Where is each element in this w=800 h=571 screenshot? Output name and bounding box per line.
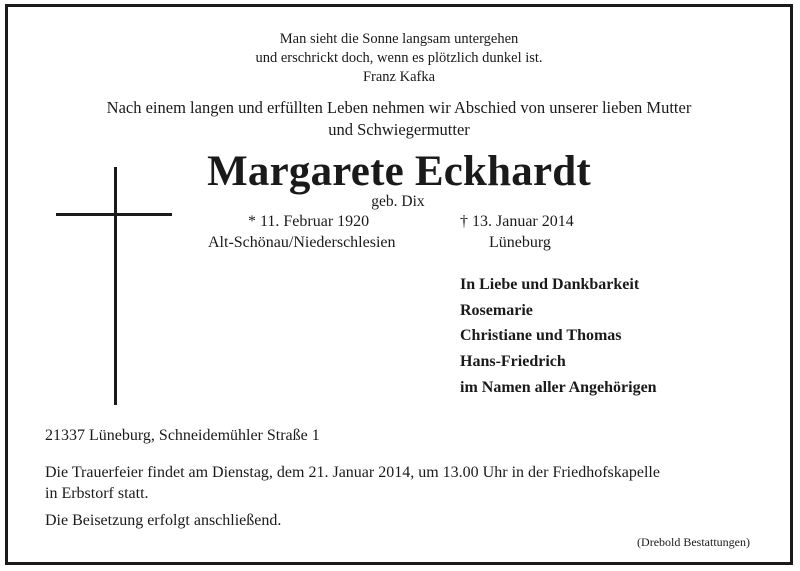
intro-line-2: und Schwiegermutter — [328, 120, 470, 139]
funeral-info-line-2: in Erbstorf statt. — [45, 485, 149, 502]
birth-name: geb. Dix — [371, 193, 425, 210]
undertaker-credit: (Drebold Bestattungen) — [637, 535, 750, 549]
burial-info: Die Beisetzung erfolgt anschließend. — [45, 512, 282, 529]
obituary-notice — [5, 4, 793, 565]
funeral-info-line-1: Die Trauerfeier findet am Dienstag, dem 21. Januar 2014, um 13.00 Uhr in der Friedhofskapelle — [45, 464, 660, 481]
mourner-line: Hans-Friedrich — [460, 353, 566, 370]
mourner-line: im Namen aller Angehörigen — [460, 379, 657, 396]
mourner-line: Christiane und Thomas — [460, 327, 622, 344]
intro-line-1: Nach einem langen und erfüllten Leben nehmen wir Abschied von unserer lieben Mutter — [106, 98, 692, 117]
birth-date: * 11. Februar 1920 — [248, 213, 370, 230]
birth-place: Alt-Schönau/Niederschlesien — [208, 234, 396, 251]
quote-line-1: Man sieht die Sonne langsam untergehen — [279, 31, 519, 47]
quote-author: Franz Kafka — [362, 69, 436, 85]
quote-line-2: und erschrickt doch, wenn es plötzlich dunkel ist. — [255, 50, 543, 66]
mourner-line: In Liebe und Dankbarkeit — [460, 276, 640, 293]
death-date: † 13. Januar 2014 — [460, 213, 574, 230]
death-place: Lüneburg — [489, 234, 551, 251]
mourner-line: Rosemarie — [460, 302, 533, 319]
deceased-name: Margarete Eckhardt — [207, 148, 591, 195]
address: 21337 Lüneburg, Schneidemühler Straße 1 — [45, 427, 320, 444]
